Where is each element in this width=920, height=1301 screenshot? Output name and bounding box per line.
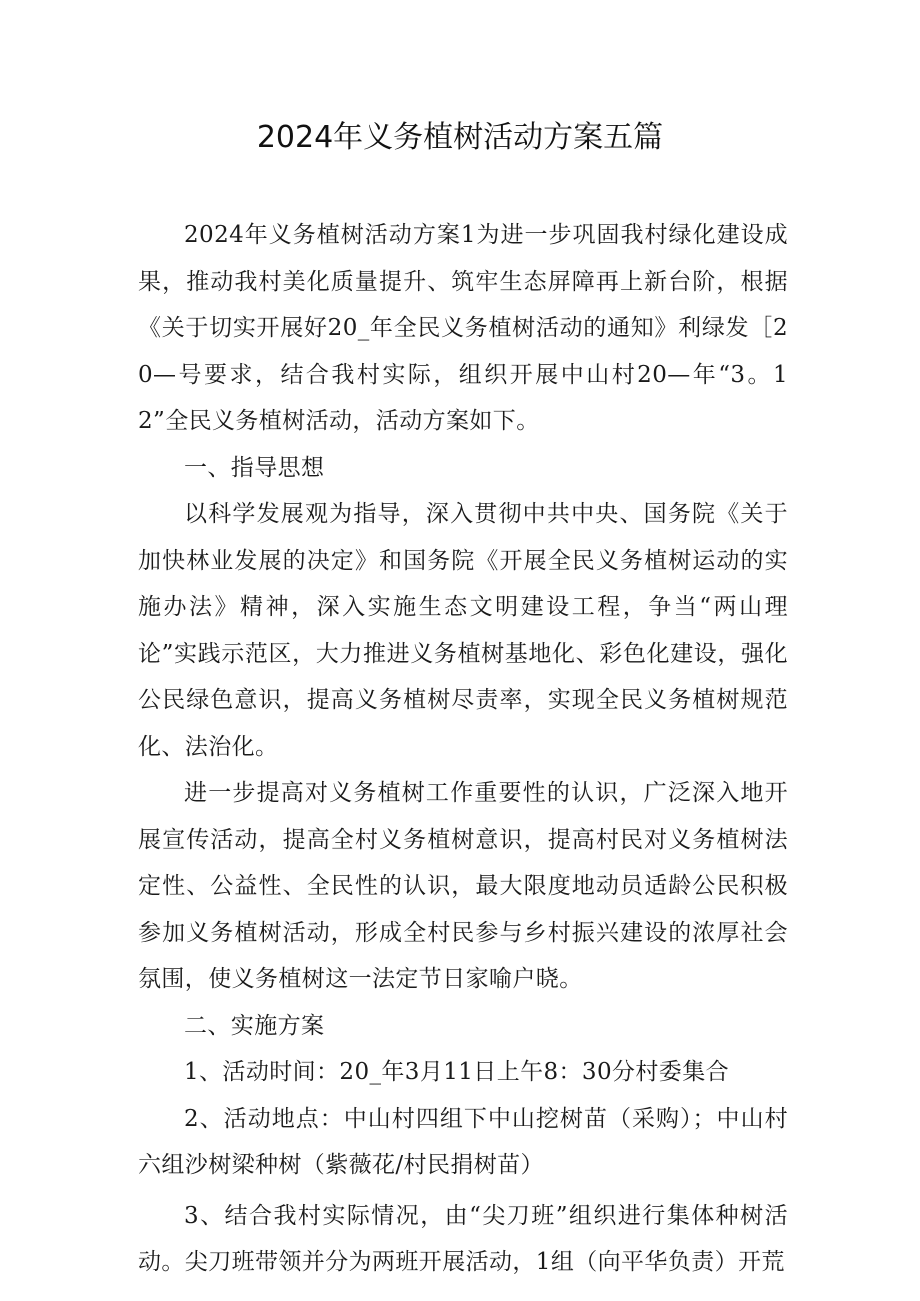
paragraph-activity-time: 1、活动时间：20_年3月11日上午8：30分村委集合 [184,1059,729,1085]
paragraph-awareness: 进一步提高对义务植树工作重要性的认识，广泛深入地开展宣传活动，提高全村义务植树意识，提高村民对义务植树法定性、公益性、全民性的认识，最大限度地动员适龄公民积极参加义务植树活动，形成全村民参与乡村振兴建设的浓厚社会氛围，使义务植树这一法定节日家喻户晓。 [138,780,788,992]
heading-guiding-ideology: 一、指导思想 [184,454,325,481]
document-body [138,212,788,1286]
paragraph-guiding-ideology: 以科学发展观为指导，深入贯彻中共中央、国务院《关于加快林业发展的决定》和国务院《开展全民义务植树运动的实施办法》精神，深入实施生态文明建设工程，争当“两山理论”实践示范区，大力推进义务植树基地化、彩色化建设，强化公民绿色意识，提高义务植树尽责率，实现全民义务植树规范化、法治化。 [138,501,788,760]
paragraph-activity-location: 2、活动地点：中山村四组下中山挖树苗（采购）；中山村六组沙树梁种树（紫薇花/村民捐树苗） [138,1105,788,1178]
document-title: 2024年义务植树活动方案五篇 [256,120,664,155]
paragraph-organization: 3、结合我村实际情况，由“尖刀班”组织进行集体种树活动。尖刀班带领并分为两班开展活动，1组（向平华负责）开荒 [138,1202,788,1275]
paragraph-intro: 2024年义务植树活动方案1为进一步巩固我村绿化建设成果，推动我村美化质量提升、筑牢生态屏障再上新台阶，根据《关于切实开展好20_年全民义务植树活动的通知》利绿发［20—号要求，结合我村实际，组织开展中山村20—年“3。12”全民义务植树活动，活动方案如下。 [138,222,788,434]
heading-implementation-plan: 二、实施方案 [184,1012,325,1039]
